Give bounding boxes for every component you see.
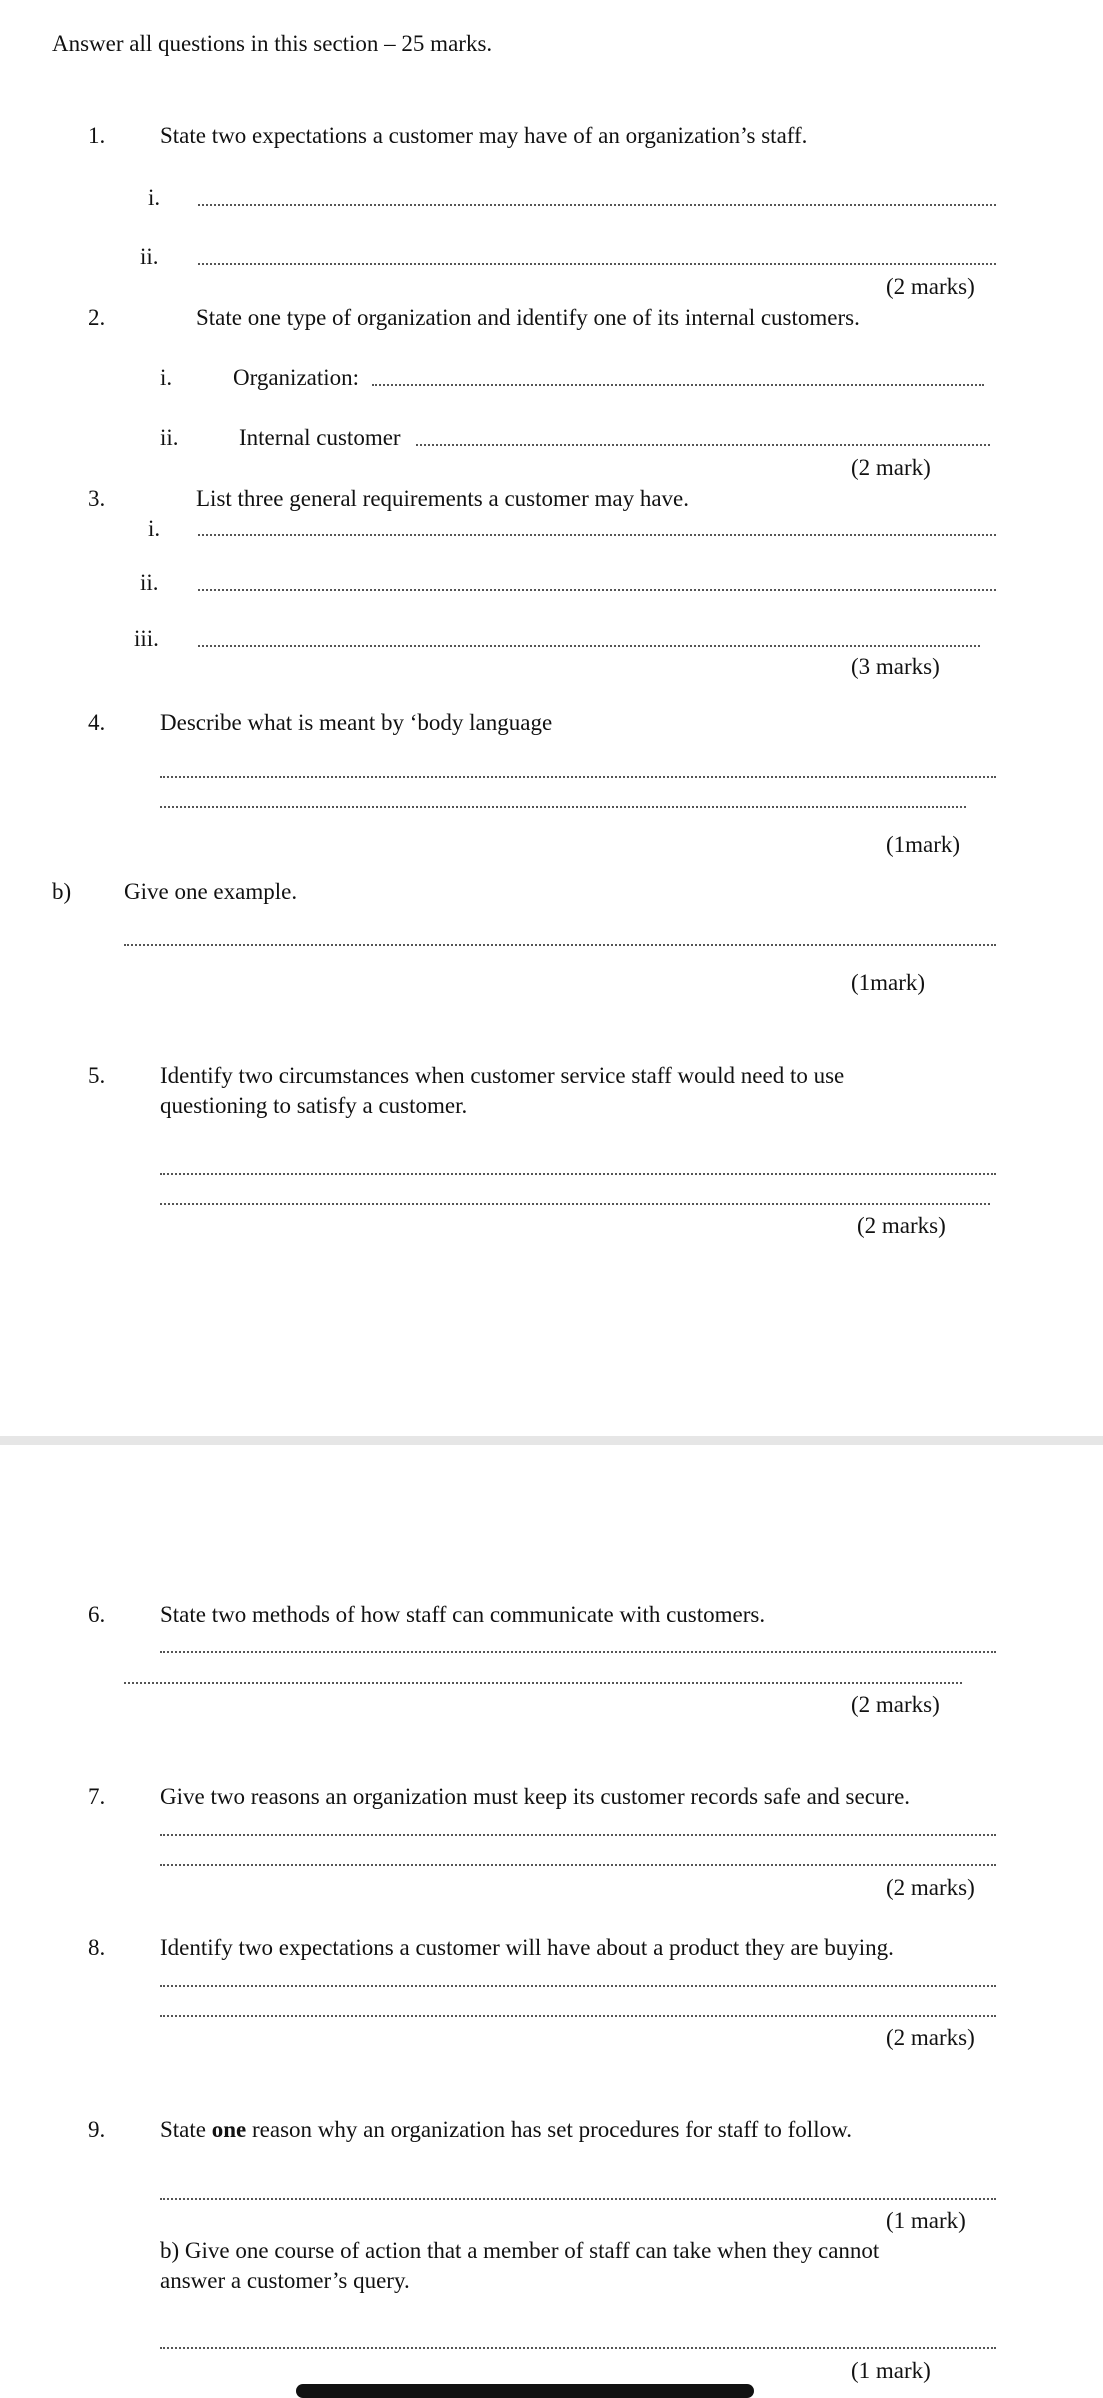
home-indicator[interactable] — [296, 2384, 754, 2398]
question-7-text: Give two reasons an organization must keep its customer records safe and secure. — [160, 1784, 911, 1809]
question-6-answer-line-2[interactable] — [124, 1682, 962, 1684]
question-1-number: 1. — [88, 123, 106, 148]
question-2-internal-customer-answer-line[interactable] — [416, 444, 990, 446]
question-3-answer-line-iii[interactable] — [198, 645, 980, 647]
instructions: Answer all questions in this section – 25 marks. — [52, 31, 493, 56]
question-5-answer-line-2[interactable] — [160, 1203, 990, 1205]
question-6-answer-line-1[interactable] — [160, 1651, 996, 1653]
question-8-text: Identify two expectations a customer will have about a product they are buying. — [160, 1935, 894, 1960]
question-4-answer-line-2[interactable] — [160, 806, 966, 808]
question-1-answer-line-i[interactable] — [198, 204, 996, 206]
question-3-answer-line-i[interactable] — [198, 534, 996, 536]
question-3-number: 3. — [88, 486, 106, 511]
question-9-marks: (1 mark) — [886, 2208, 966, 2233]
question-5-marks: (2 marks) — [857, 1213, 946, 1238]
question-4b-marks: (1mark) — [851, 970, 926, 995]
question-9b-marks: (1 mark) — [851, 2358, 931, 2383]
question-4-answer-line-1[interactable] — [160, 776, 996, 778]
question-3-answer-line-ii[interactable] — [198, 589, 996, 591]
question-4-marks: (1mark) — [886, 832, 961, 857]
question-3-sub-ii-number: ii. — [140, 570, 159, 595]
question-9b-text-line-2: answer a customer’s query. — [160, 2268, 410, 2293]
question-7-number: 7. — [88, 1784, 106, 1809]
question-5-text-line-2: questioning to satisfy a customer. — [160, 1093, 468, 1118]
question-4b-label: b) — [52, 879, 72, 904]
question-1-sub-ii-number: ii. — [140, 244, 159, 269]
question-4-text: Describe what is meant by ‘body language — [160, 710, 553, 735]
question-7-answer-line-1[interactable] — [160, 1834, 996, 1836]
question-5-answer-line-1[interactable] — [160, 1173, 996, 1175]
question-2-organization-label: Organization: — [233, 365, 360, 390]
question-2-organization-answer-line[interactable] — [372, 384, 984, 386]
question-6-marks: (2 marks) — [851, 1692, 940, 1717]
question-8-marks: (2 marks) — [886, 2025, 975, 2050]
question-8-number: 8. — [88, 1935, 106, 1960]
question-4b-text: Give one example. — [124, 879, 298, 904]
question-7-marks: (2 marks) — [886, 1875, 975, 1900]
question-2-sub-ii-number: ii. — [160, 425, 179, 450]
question-2-internal-customer-label: Internal customer — [239, 425, 401, 450]
question-3-sub-iii-number: iii. — [134, 626, 159, 651]
question-9-answer-line[interactable] — [160, 2198, 996, 2200]
question-5-number: 5. — [88, 1063, 106, 1088]
question-1-marks: (2 marks) — [886, 274, 975, 299]
question-4-number: 4. — [88, 710, 106, 735]
question-9-text — [160, 2116, 852, 2144]
question-9-text-bold: one — [211, 2117, 247, 2142]
question-8-answer-line-2[interactable] — [160, 2015, 996, 2017]
question-2-marks: (2 mark) — [851, 455, 931, 480]
question-5-text-line-1: Identify two circumstances when customer service staff would need to use — [160, 1063, 845, 1088]
question-6-text: State two methods of how staff can communicate with customers. — [160, 1602, 766, 1627]
question-6-number: 6. — [88, 1602, 106, 1627]
question-1-sub-i-number: i. — [148, 185, 161, 210]
question-9b-text-line-1: b) Give one course of action that a member of staff can take when they cannot — [160, 2238, 880, 2263]
question-3-text: List three general requirements a customer may have. — [196, 486, 690, 511]
question-2-sub-i-number: i. — [160, 365, 173, 390]
question-9b-answer-line[interactable] — [160, 2347, 996, 2349]
question-9-number: 9. — [88, 2117, 106, 2142]
page-separator — [0, 1436, 1103, 1445]
question-4b-answer-line[interactable] — [124, 944, 996, 946]
question-9-text-post: reason why an organization has set procedures for staff to follow. — [246, 2117, 852, 2142]
question-9-text-pre: State — [160, 2117, 212, 2142]
question-3-marks: (3 marks) — [851, 654, 940, 679]
question-1-text: State two expectations a customer may have of an organization’s staff. — [160, 123, 808, 148]
question-2-text: State one type of organization and identify one of its internal customers. — [196, 305, 860, 330]
question-7-answer-line-2[interactable] — [160, 1864, 996, 1866]
question-2-number: 2. — [88, 305, 106, 330]
question-1-answer-line-ii[interactable] — [198, 263, 996, 265]
question-8-answer-line-1[interactable] — [160, 1985, 996, 1987]
question-3-sub-i-number: i. — [148, 516, 161, 541]
